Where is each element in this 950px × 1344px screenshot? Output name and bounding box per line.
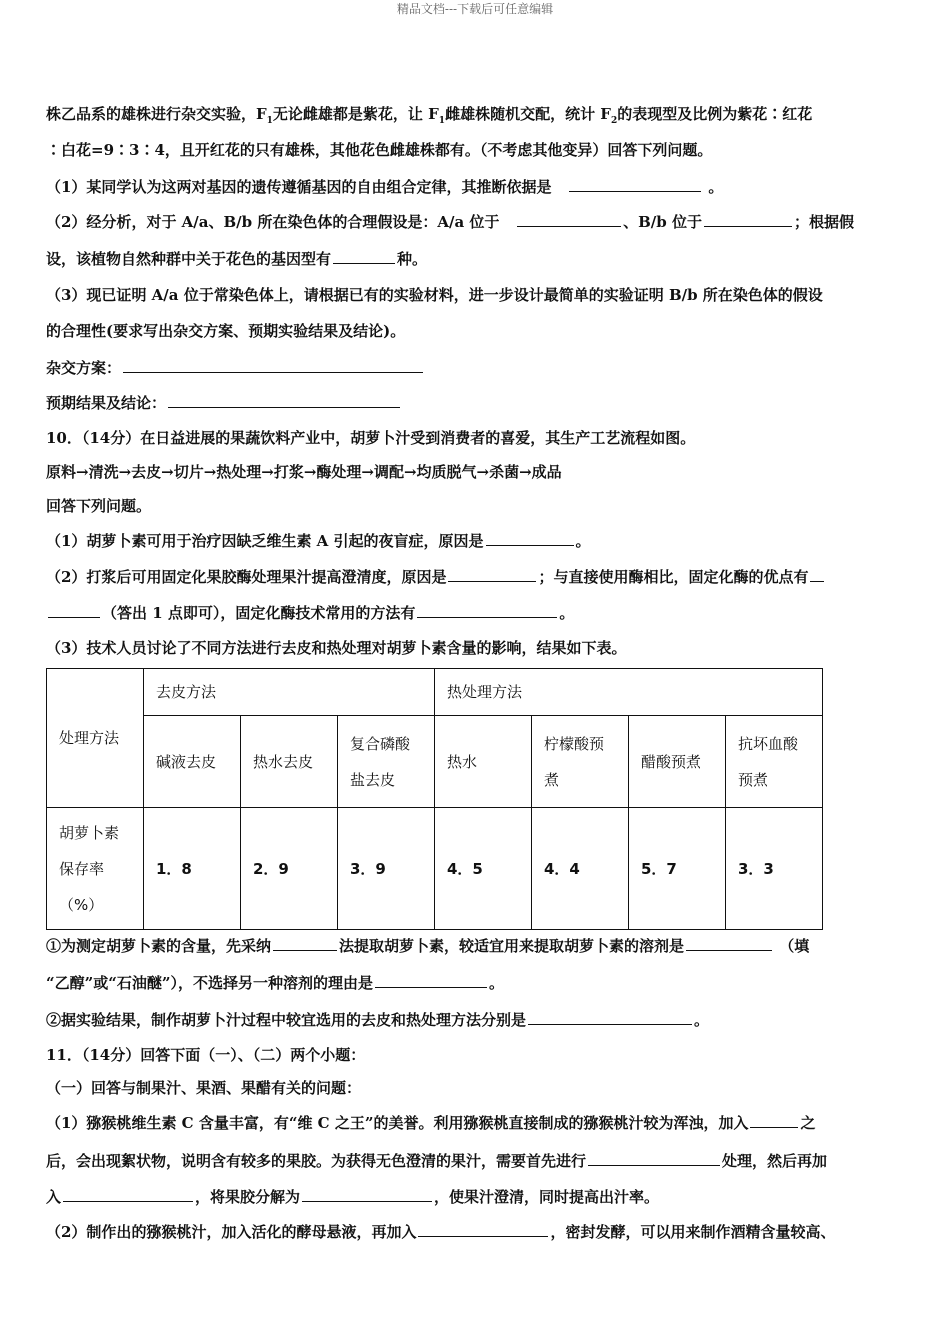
sub-header: 醋酸预煮	[629, 716, 726, 808]
q10-flow: 原料→清洗→去皮→切片→热处理→打浆→酶处理→调配→均质脱气→杀菌→成品	[46, 463, 562, 481]
results-table	[46, 668, 823, 930]
answer-blank[interactable]	[569, 177, 701, 192]
q11-title: 11．（14分）回答下面（一）、（二）两个小题：	[46, 1046, 366, 1064]
q10-c2: “乙醇”或“石油醚”），不选择另一种溶剂的理由是 。	[46, 974, 505, 992]
table-cell: 5．7	[629, 808, 726, 930]
q9-part2-cont: 设，该植物自然种群中关于花色的基因型有 种。	[46, 250, 428, 268]
q9-scheme: 杂交方案：	[46, 358, 906, 378]
heat-header: 热处理方法	[435, 669, 823, 716]
answer-blank[interactable]	[750, 1113, 798, 1128]
table-cell: 1．8	[144, 808, 241, 930]
answer-blank[interactable]	[418, 1222, 548, 1237]
answer-blank[interactable]	[48, 603, 100, 618]
q11-p1: （1）猕猴桃维生素 C 含量丰富，有“维 C 之王”的美誉。利用猕猴桃直接制成的猕猴桃汁较为浑浊，加入 之	[46, 1114, 816, 1132]
sub-header: 复合磷酸 盐去皮	[338, 716, 435, 808]
q9-part3: （3）现已证明 A/a 位于常染色体上，请根据已有的实验材料，进一步设计最简单的实验证明 B/b 所在染色体的假设	[46, 286, 823, 304]
sub-header: 碱液去皮	[144, 716, 241, 808]
q10-c3: ②据实验结果，制作胡萝卜汁过程中较宜选用的去皮和热处理方法分别是 。	[46, 1011, 710, 1029]
q9-line2: ∶白花=9∶3∶4，且开红花的只有雄株，其他花色雌雄株都有。（不考虑其他变异）回答下列问题。	[46, 141, 713, 159]
answer-blank[interactable]	[486, 531, 574, 546]
answer-blank[interactable]	[273, 936, 337, 951]
table-cell: 3．9	[338, 808, 435, 930]
answer-blank[interactable]	[588, 1151, 720, 1166]
answer-blank[interactable]	[63, 1187, 193, 1202]
answer-blank[interactable]	[528, 1010, 692, 1025]
q10-ask: 回答下列问题。	[46, 497, 152, 515]
q10-part3: （3）技术人员讨论了不同方法进行去皮和热处理对胡萝卜素含量的影响，结果如下表。	[46, 639, 627, 657]
answer-blank[interactable]	[302, 1187, 432, 1202]
q10-title: 10．（14分）在日益进展的果蔬饮料产业中，胡萝卜汁受到消费者的喜爱，其生产工艺流程如图。	[46, 429, 696, 447]
q11-p2: （2）制作出的猕猴桃汁，加入活化的酵母悬液，再加入 ，密封发酵，可以用来制作酒精含量较高、	[46, 1223, 836, 1241]
sub-header: 抗坏血酸 预煮	[726, 716, 823, 808]
table-cell: 4．4	[532, 808, 629, 930]
q9-part3-cont: 的合理性(要求写出杂交方案、预期实验结果及结论)。	[46, 322, 406, 340]
answer-blank[interactable]	[168, 393, 400, 408]
q10-part1: （1）胡萝卜素可用于治疗因缺乏维生素 A 引起的夜盲症，原因是 。	[46, 532, 591, 550]
sub-header: 热水去皮	[241, 716, 338, 808]
q10-part2: （2）打浆后可用固定化果胶酶处理果汁提高澄清度，原因是 ；与直接使用酶相比，固定化酶的优点有	[46, 567, 906, 587]
answer-blank[interactable]	[333, 249, 395, 264]
table-cell: 3．3	[726, 808, 823, 930]
peel-header: 去皮方法	[144, 669, 435, 716]
page-header: 精品文档---下载后可任意编辑	[396, 2, 554, 16]
table-cell: 2．9	[241, 808, 338, 930]
sub-header: 热水	[435, 716, 532, 808]
answer-blank[interactable]	[686, 936, 772, 951]
answer-blank[interactable]	[810, 567, 824, 582]
table-cell: 4．5	[435, 808, 532, 930]
answer-blank[interactable]	[375, 973, 487, 988]
q11-p1-cont: 后，会出现絮状物，说明含有较多的果胶。为获得无色澄清的果汁，需要首先进行 处理，然后再加	[46, 1152, 828, 1170]
sub-header: 柠檬酸预 煮	[532, 716, 629, 808]
answer-blank[interactable]	[123, 358, 423, 373]
q9-result: 预期结果及结论：	[46, 393, 906, 413]
method-header: 处理方法	[47, 669, 144, 808]
q11-p1-cont2: 入 ，将果胶分解为 ，使果汁澄清，同时提高出汁率。	[46, 1188, 660, 1206]
q10-c1: ①为测定胡萝卜素的含量，先采纳 法提取胡萝卜素，较适宜用来提取胡萝卜素的溶剂是 （填	[46, 937, 810, 955]
answer-blank[interactable]	[704, 212, 792, 227]
q9-part1: （1）某同学认为这两对基因的遗传遵循基因的自由组合定律，其推断依据是 。	[46, 178, 724, 196]
answer-blank[interactable]	[517, 212, 621, 227]
q11-part1: （一）回答与制果汁、果酒、果醋有关的问题：	[46, 1079, 362, 1097]
q9-part2: （2）经分析，对于 A/a、B/b 所在染色体的合理假设是：A/a 位于 、B/b 位于 ；根据假	[46, 213, 854, 231]
answer-blank[interactable]	[417, 603, 557, 618]
row-label: 胡萝卜素 保存率 （%）	[47, 808, 144, 930]
q10-part2-cont: （答出 1 点即可），固定化酶技术常用的方法有 。	[46, 603, 906, 623]
q9-line1: 株乙品系的雄株进行杂交实验，$F_1$无论雌雄都是紫花，让 $F_1$雌雄株随机交配，统计 $F_2$的表现型及比例为紫花∶红花	[46, 105, 813, 126]
answer-blank[interactable]	[448, 567, 536, 582]
